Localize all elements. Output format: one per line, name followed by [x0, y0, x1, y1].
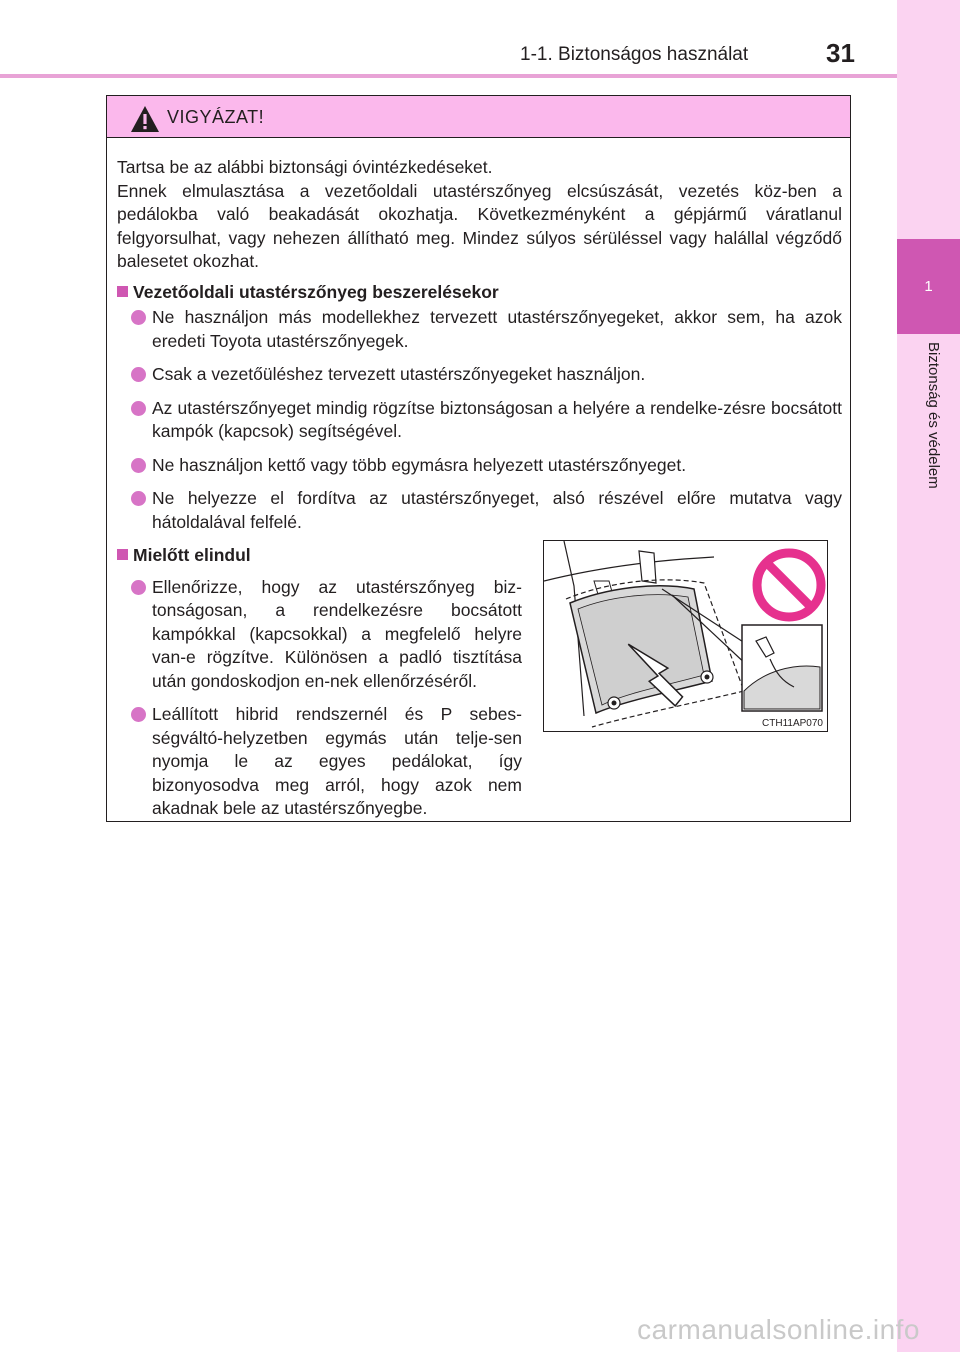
- bullet-icon: [131, 707, 146, 722]
- bullet-icon: [131, 580, 146, 595]
- illustration-code: CTH11AP070: [762, 718, 823, 729]
- warning-triangle-icon: [130, 105, 160, 133]
- list-item-text: Ellenőrizze, hogy az utastérszőnyeg biz-tonságosan, a rendelkezésre bocsátott kampókkal (kapcsokkal) a megfelelő helyre van-e rögzítve. Különösen a padló tisztítása után gondoskodjon en-nek ellenőrzéséről.: [152, 576, 522, 691]
- section-heading-installation: [117, 281, 842, 305]
- bullet-icon: [131, 458, 146, 473]
- list-item: [117, 397, 842, 444]
- square-bullet-icon: [117, 549, 128, 560]
- chapter-number: 1: [924, 278, 933, 295]
- bullet-icon: [131, 491, 146, 506]
- list-item: [117, 454, 842, 478]
- list-item: [117, 487, 842, 534]
- square-bullet-icon: [117, 286, 128, 297]
- bullet-icon: [131, 310, 146, 325]
- intro-paragraph: Ennek elmulasztása a vezetőoldali utastérszőnyeg elcsúszását, vezetés köz-ben a pedálokba való beakadását okozhatja. Következményként a gépjármű váratlanul felgyorsulhat, vagy nehezen állítható meg. Mindez súlyos sérüléssel vagy halállal végződő balesetet okozhat.: [117, 180, 842, 271]
- list-item-text: Az utastérszőnyeget mindig rögzítse biztonságosan a helyére a rendelke-zésre bocsátott kampók (kapcsok) segítségével.: [152, 397, 842, 441]
- list-item-text: Ne használjon más modellekhez tervezett utastérszőnyegeket, akkor sem, ha azok eredeti Toyota utastérszőnyegek.: [152, 307, 842, 351]
- list-item: [117, 363, 842, 387]
- list-item: [117, 306, 842, 353]
- list-item: [117, 703, 522, 821]
- before-driving-list: [117, 576, 522, 821]
- list-item: [117, 576, 522, 694]
- floor-mat-illustration: [543, 540, 828, 732]
- chapter-title: Biztonság és védelem: [925, 342, 942, 489]
- list-item-text: Ne helyezze el fordítva az utastérszőnyeget, alsó részével előre mutatva vagy hátoldalával felfelé.: [152, 488, 842, 532]
- floor-mat-drawing: [544, 541, 829, 733]
- warning-header: [107, 96, 850, 138]
- section-heading-text: Mielőtt elindul: [133, 545, 251, 565]
- section-heading-text: Vezetőoldali utastérszőnyeg beszerelésekor: [133, 281, 499, 302]
- page-number: 31: [826, 38, 855, 68]
- chapter-side-tab: [897, 0, 960, 1352]
- warning-title: VIGYÁZAT!: [167, 107, 265, 127]
- list-item-text: Ne használjon kettő vagy több egymásra helyezett utastérszőnyeget.: [152, 454, 687, 475]
- intro-line: Tartsa be az alábbi biztonsági óvintézkedéseket.: [117, 157, 493, 177]
- list-item-text: Leállított hibrid rendszernél és P sebes-ségváltó-helyzetben egymás után telje-sen nyomja le az egyes pedálokat, így bizonyosodva meg arról, hogy azok nem akadnak bele az utastérszőnyegbe.: [152, 704, 522, 818]
- header-rule: [0, 74, 897, 78]
- watermark: carmanualsonline.info: [637, 1314, 920, 1345]
- section-title: 1-1. Biztonságos használat: [520, 44, 749, 65]
- bullet-icon: [131, 367, 146, 382]
- list-item-text: Csak a vezetőüléshez tervezett utastérszőnyegeket használjon.: [152, 364, 646, 384]
- bullet-icon: [131, 401, 146, 416]
